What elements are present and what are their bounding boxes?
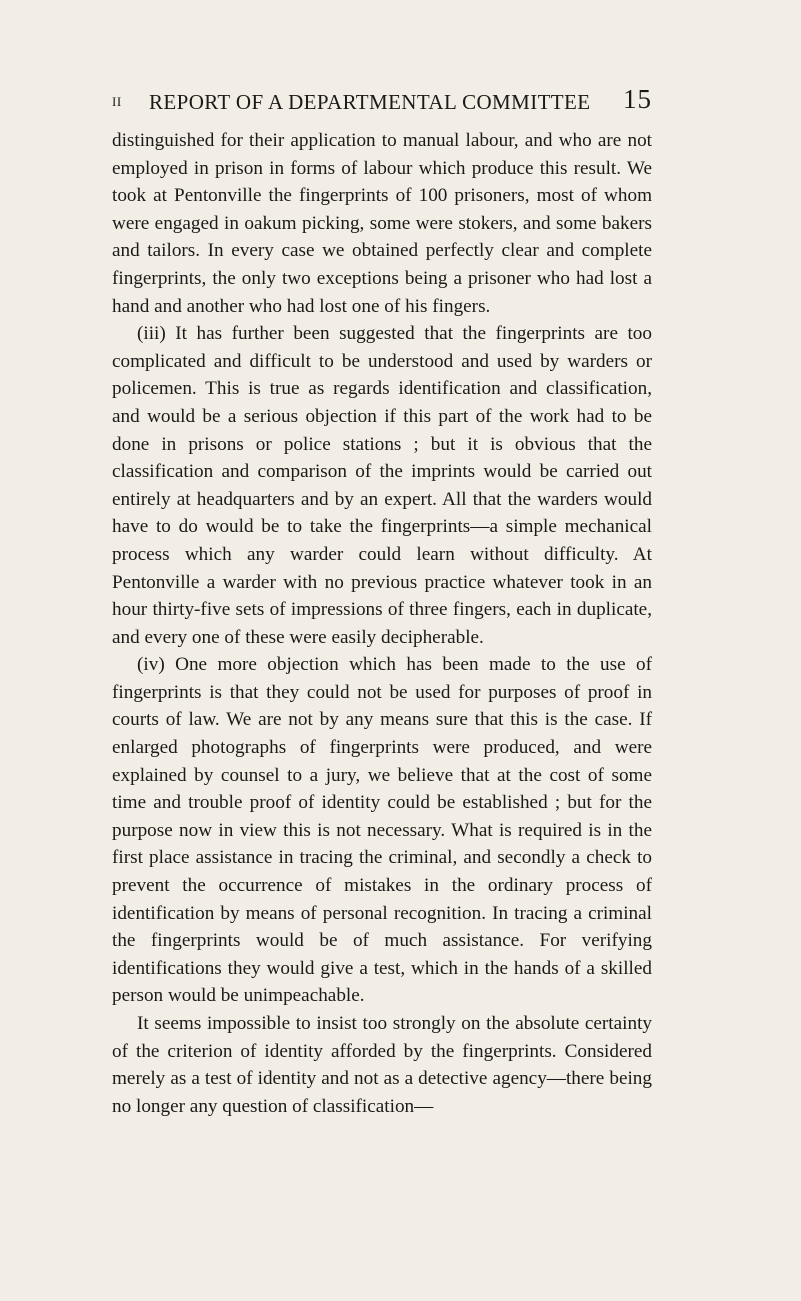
running-header bbox=[112, 84, 652, 118]
paragraph-certainty: It seems impossible to insist too strongly on the absolute certainty of the criterion of identity afforded by the fingerprints. Considered merely as a test of identity and not as a detective agency—there being no longer any question of classification— bbox=[112, 1013, 652, 1117]
section-mark: II bbox=[112, 94, 122, 109]
page-number: 15 bbox=[623, 84, 652, 114]
running-title: REPORT OF A DEPARTMENTAL COMMITTEE bbox=[149, 90, 591, 114]
paragraph-iii: (iii) It has further been suggested that the fingerprints are too complicated and difficult to be understood and used by warders or policemen. This is true as regards identification and classification, and would be a serious objection if this part of the work had to be done in prisons or police stations ; but it is obvious that the classification and comparison of the imprints would be carried out entirely at headquarters and by an expert. All that the warders would have to do would be to take the fingerprints—a simple mechanical process which any warder could learn without difficulty. At Pentonville a warder with no previous practice whatever took in an hour thirty-five sets of impressions of three fingers, each in duplicate, and every one of these were easily decipherable. bbox=[112, 323, 652, 648]
body-text bbox=[112, 127, 652, 1120]
paragraph-iv: (iv) One more objection which has been made to the use of fingerprints is that they could not be used for purposes of proof in courts of law. We are not by any means sure that this is the case. If enlarged photographs of fingerprints were produced, and were explained by counsel to a jury, we believe that at the cost of some time and trouble proof of identity could be established ; but for the purpose now in view this is not necessary. What is required is in the first place assistance in tracing the criminal, and secondly a check to prevent the occurrence of mistakes in the ordinary process of identification by means of personal recognition. In tracing a criminal the fingerprints would be of much assistance. For verifying identifications they would give a test, which in the hands of a skilled person would be unimpeachable. bbox=[112, 654, 652, 1007]
paragraph-continuation: distinguished for their application to manual labour, and who are not employed in prison in forms of labour which produce this result. We took at Pentonville the fingerprints of 100 prisoners, most of whom were engaged in oakum picking, some were stokers, and some bakers and tailors. In every case we obtained perfectly clear and complete fingerprints, the only two exceptions being a prisoner who had lost a hand and another who had lost one of his fingers. bbox=[112, 130, 652, 317]
